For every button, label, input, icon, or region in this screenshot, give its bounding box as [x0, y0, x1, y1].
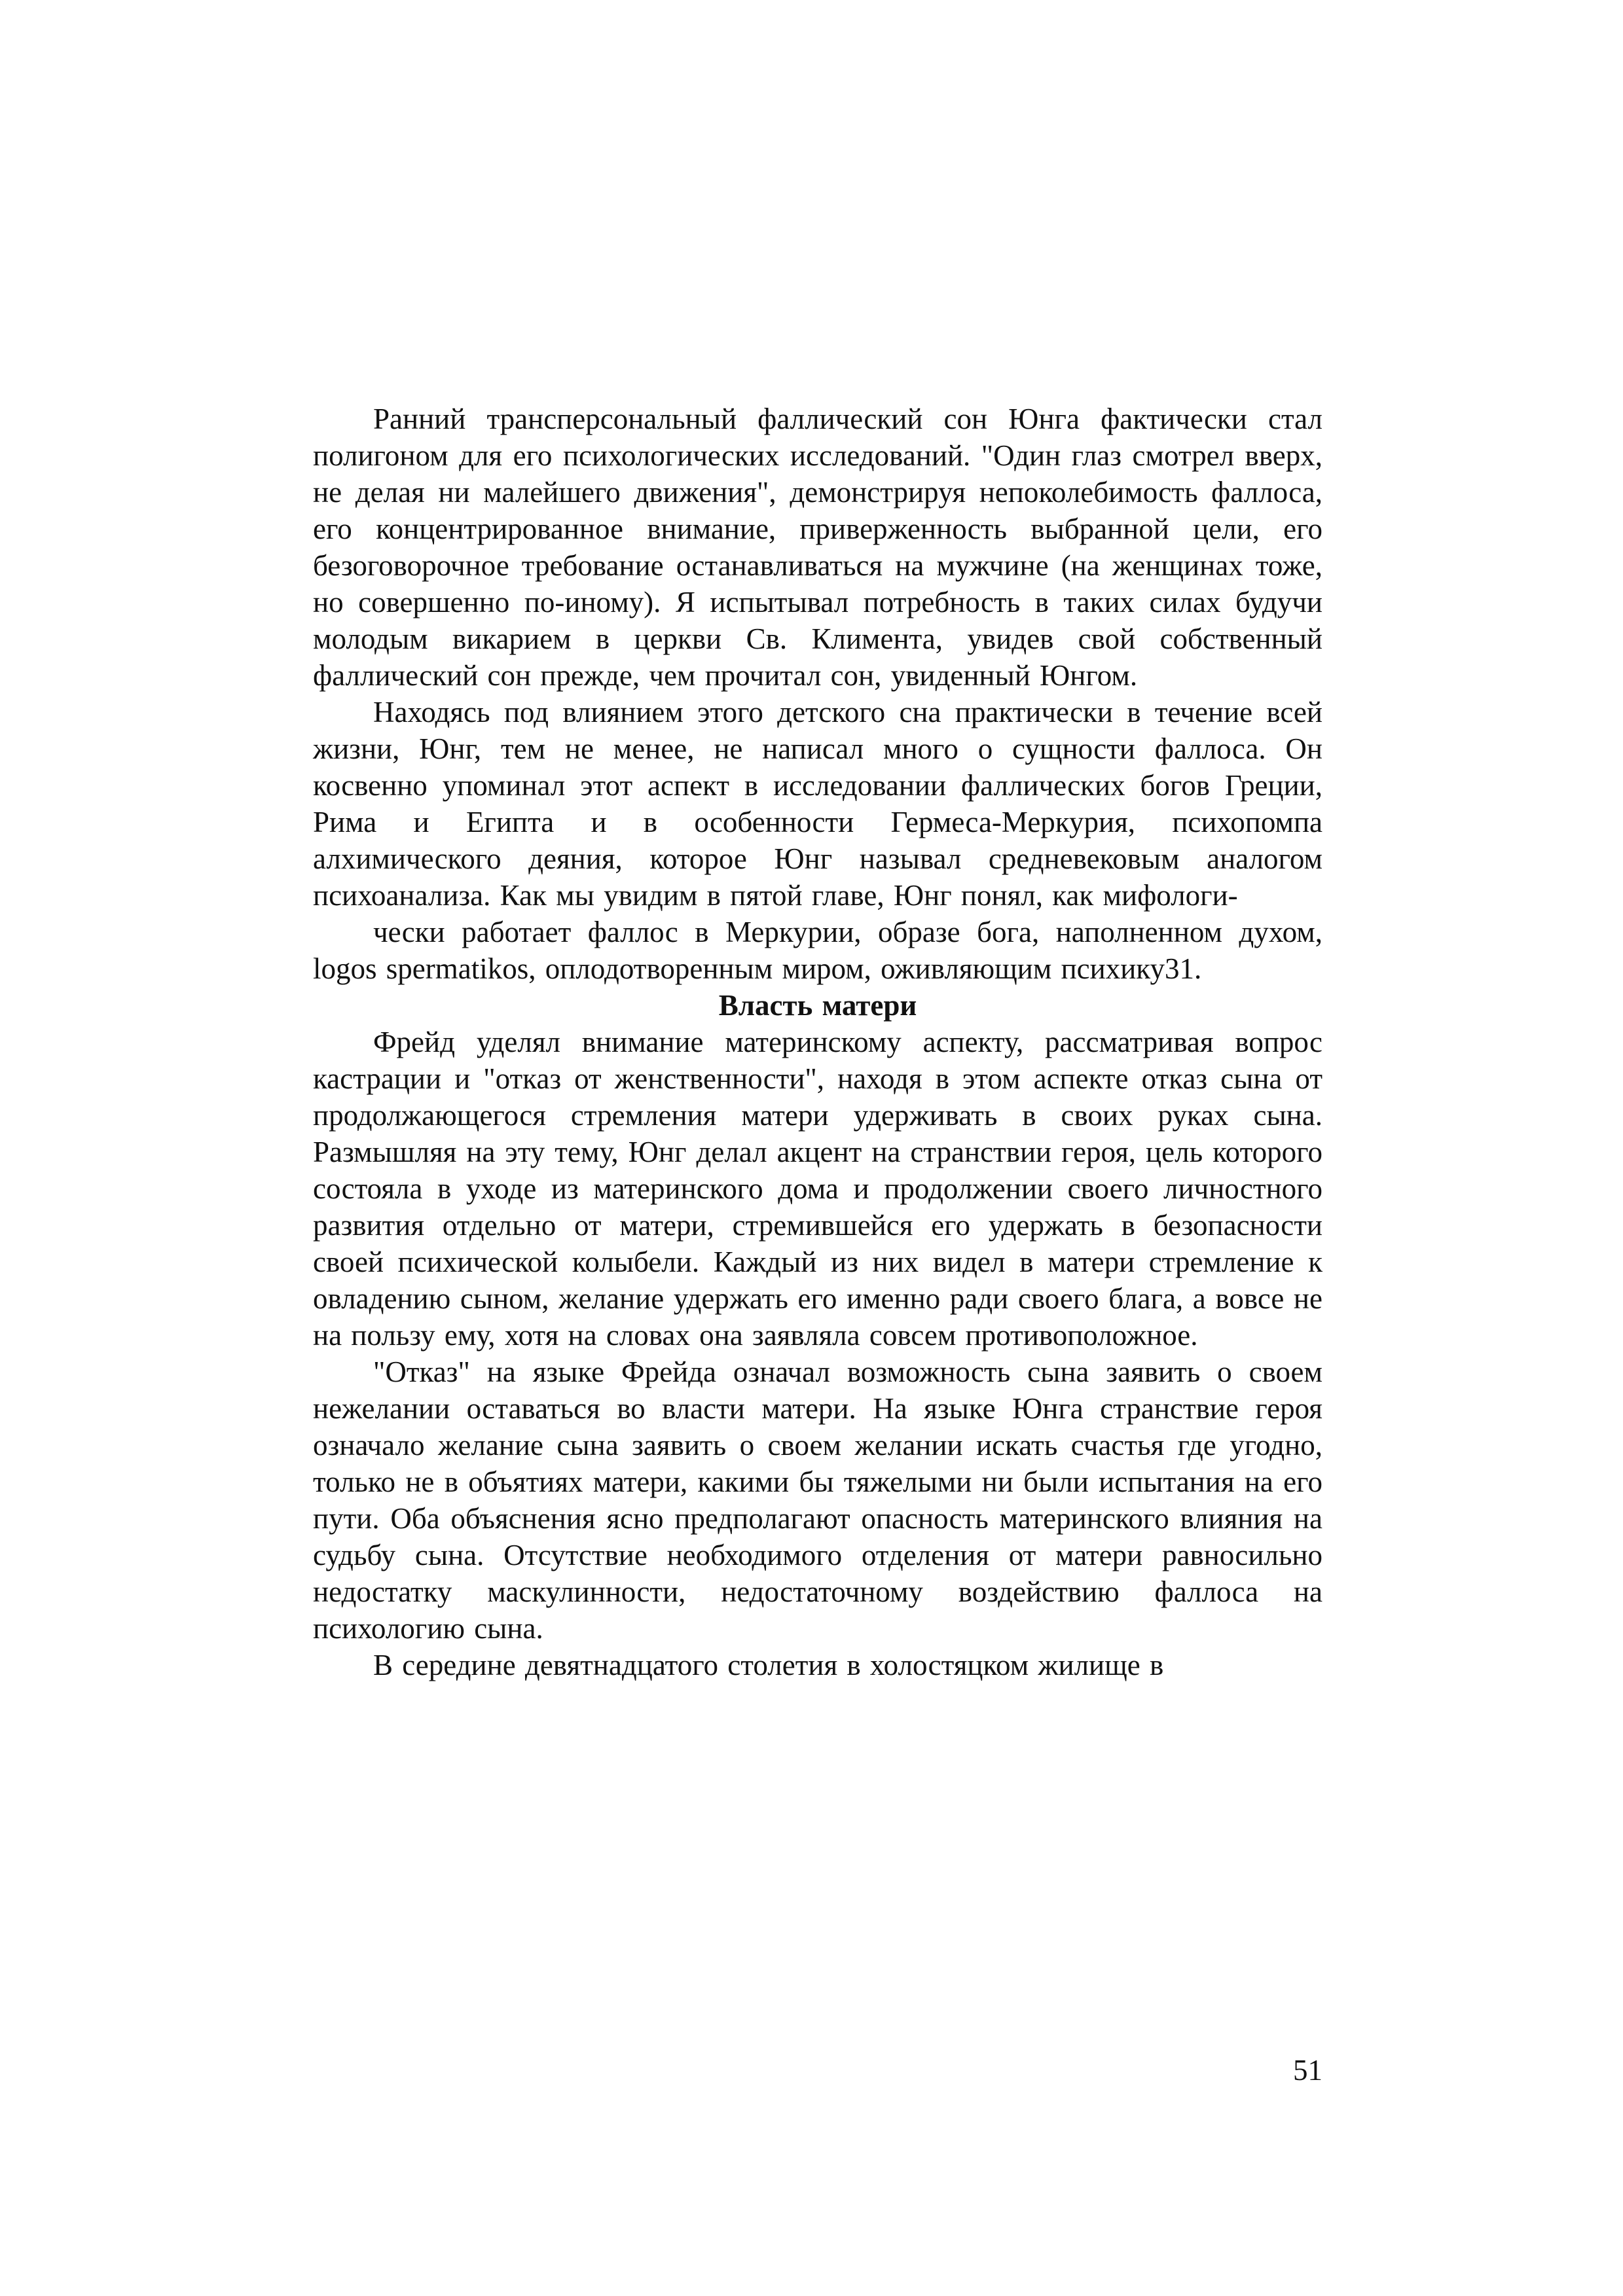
text-block	[313, 401, 1322, 1683]
paragraph-refusal: "Отказ" на языке Фрейда означал возможность сына заявить о своем нежелании оставаться во власти матери. На языке Юнга странствие героя означало желание сына заявить о своем желании искать счастья где угодно, только не в объятиях матери, какими бы тяжелыми ни были испытания на его пути. Оба объяснения ясно предполагают опасность материнского влияния на судьбу сына. Отсутствие необходимого отделения от матери равносильно недостатку маскулинности, недостаточному воздействию фаллоса на психологию сына.	[313, 1355, 1322, 1645]
paragraph-jung-influence: Находясь под влиянием этого детского сна практически в течение всей жизни, Юнг, тем не менее, не написал много о сущности фаллоса. Он косвенно упоминал этот аспект в исследовании фаллических богов Греции, Рима и Египта и в особенности Гермеса-Меркурия, психопомпа алхимического деяния, которое Юнг называл средневековым аналогом психоанализа. Как мы увидим в пятой главе, Юнг понял, как мифологи-	[313, 696, 1322, 912]
paragraph-mercury-continuation: чески работает фаллос в Меркурии, образе бога, наполненном духом, logos spermatikos, оплодотворенным миром, оживляющим психику31.	[313, 916, 1322, 985]
paragraph-jung-dream: Ранний трансперсональный фаллический сон Юнга фактически стал полигоном для его психологических исследований. "Один глаз смотрел вверх, не делая ни малейшего движения", демонстрируя непоколебимость фаллоса, его концентрированное внимание, приверженность выбранной цели, его безоговорочное требование останавливаться на мужчине (на женщинах тоже, но совершенно по-иному). Я испытывал потребность в таких силах будучи молодым викарием в церкви Св. Климента, увидев свой собственный фаллический сон прежде, чем прочитал сон, увиденный Юнгом.	[313, 403, 1322, 692]
paragraph-nineteenth-century: В середине девятнадцатого столетия в холостяцком жилище в	[373, 1649, 1164, 1681]
page-number: 51	[1293, 2054, 1322, 2087]
paragraph-freud-mother: Фрейд уделял внимание материнскому аспекту, рассматривая вопрос кастрации и "отказ от женственности", находя в этом аспекте отказ сына от продолжающегося стремления матери удерживать в своих руках сына. Размышляя на эту тему, Юнг делал акцент на странствии героя, цель которого состояла в уходе из материнского дома и продолжении своего личностного развития отдельно от матери, стремившейся его удержать в безопасности своей психической колыбели. Каждый из них видел в матери стремление к овладению сыном, желание удержать его именно ради своего блага, а вовсе не на пользу ему, хотя на словах она заявляла совсем противоположное.	[313, 1026, 1322, 1352]
section-heading: Власть матери	[718, 989, 917, 1022]
